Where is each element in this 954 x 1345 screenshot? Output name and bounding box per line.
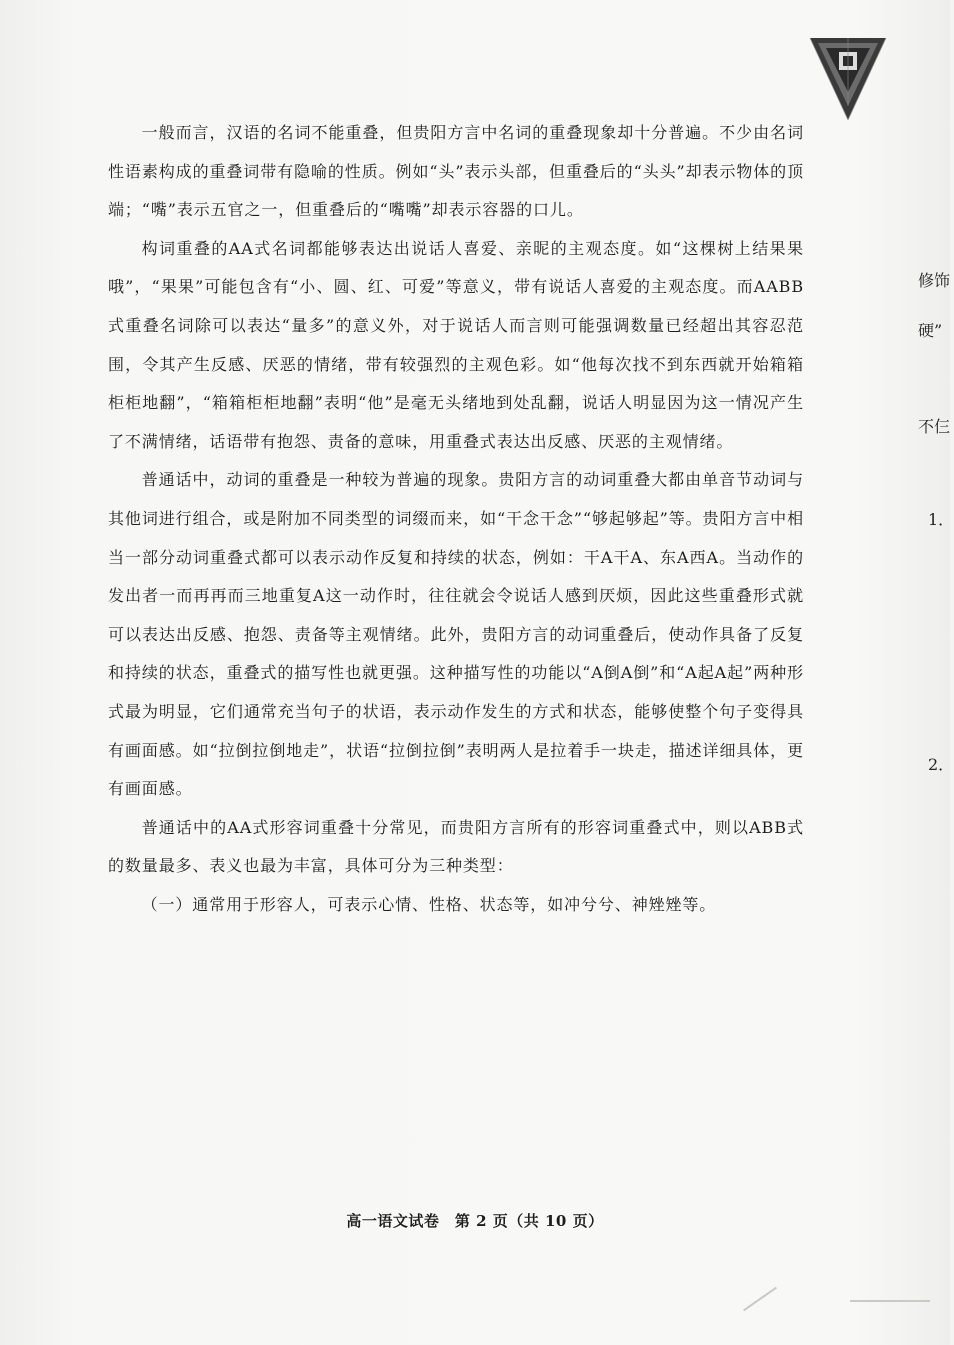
margin-fragment: 不仨 [918,417,951,436]
margin-question-number: 2． [928,755,954,774]
margin-fragment: 修饰 [918,271,951,290]
paragraph-verb-reduplication: 普通话中，动词的重叠是一种较为普遍的现象。贵阳方言的动词重叠大都由单音节动词与其他词进行组合，或是附加不同类型的词缀而来，如“干念干念”“够起够起”等。贵阳方言中相当一部分动词重叠式都可以表示动作反复和持续的状态，例如：干A干A、东A西A。当动作的发出者一而再再而三地重复A这一动作时，往往就会令说话人感到厌烦，因此这些重叠形式就可以表达出反感、抱怨、责备等主观情绪。此外，贵阳方言的动词重叠后，使动作具备了反复和持续的状态，重叠式的描写性也就更强。这种描写性的功能以“A倒A倒”和“A起A起”两种形式最为明显，它们通常充当句子的状语，表示动作发生的方式和状态，能够使整个句子变得具有画面感。如“拉倒拉倒地走”，状语“拉倒拉倒”表明两人是拉着手一块走，描述详细具体，更有画面感。 [108,470,804,799]
exam-logo-icon [808,36,888,122]
article-body [108,114,804,924]
paragraph-adjective-reduplication: 普通话中的AA式形容词重叠十分常见，而贵阳方言所有的形容词重叠式中，则以ABB式的数量最多、表义也最为丰富，具体可分为三种类型： [108,817,804,876]
paragraph-aa-aabb-nouns: 构词重叠的AA式名词都能够表达出说话人喜爱、亲昵的主观态度。如“这棵树上结果果哦”，“果果”可能包含有“小、圆、红、可爱”等意义，带有说话人喜爱的主观态度。而AABB式重叠名词除可以表达“量多”的意义外，对于说话人而言则可能强调数量已经超出其容忍范围，令其产生反感、厌恶的情绪，带有较强烈的主观色彩。如“他每次找不到东西就开始箱箱柜柜地翻”，“箱箱柜柜地翻”表明“他”是毫无头绪地到处乱翻，说话人明显因为这一情况产生了不满情绪，话语带有抱怨、责备的意味，用重叠式表达出反感、厌恶的主观情绪。 [108,238,804,451]
page-footer: 高一语文试卷 第 2 页（共 10 页） [346,1212,604,1230]
paragraph-type-one: （一）通常用于形容人，可表示心情、性格、状态等，如冲兮兮、神矬矬等。 [141,894,717,914]
scan-artifact [743,1287,777,1312]
paragraph-noun-reduplication: 一般而言，汉语的名词不能重叠，但贵阳方言中名词的重叠现象却十分普遍。不少由名词性语素构成的重叠词带有隐喻的性质。例如“头”表示头部，但重叠后的“头头”却表示物体的顶端；“嘴”表示五官之一，但重叠后的“嘴嘴”却表示容器的口儿。 [108,123,804,220]
margin-fragment: 硬” [918,321,943,340]
scan-artifact [850,1300,930,1302]
margin-question-number: 1． [928,510,954,529]
